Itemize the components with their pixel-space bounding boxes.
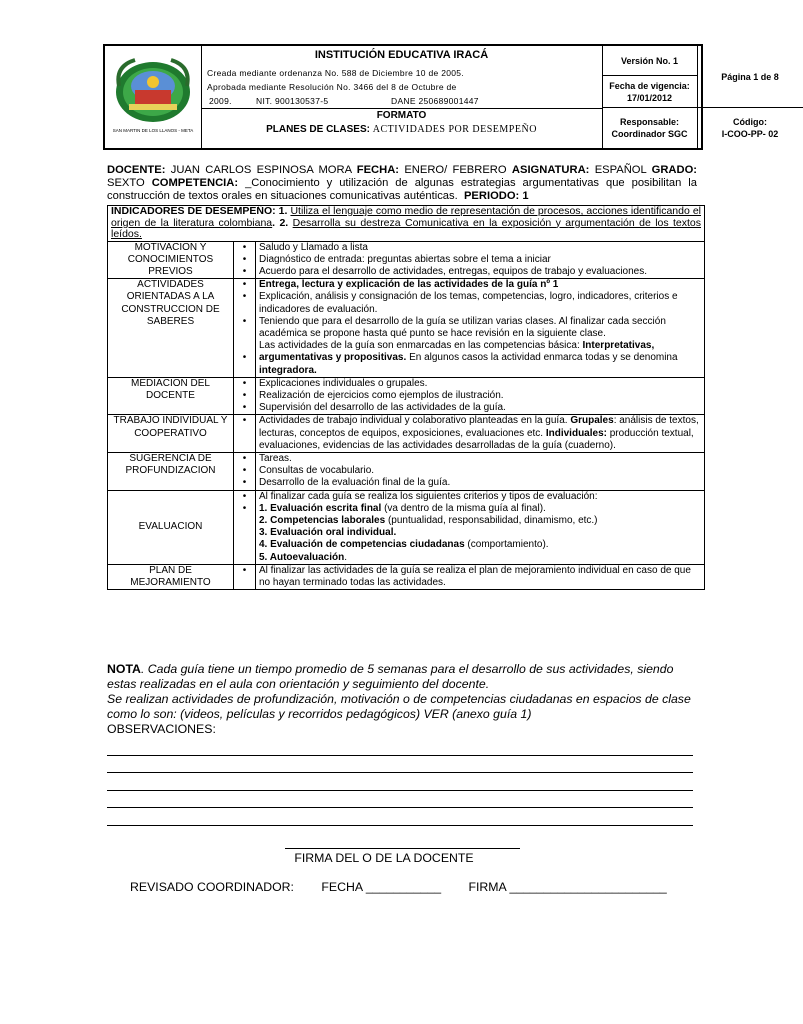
revisado-row [130, 880, 667, 894]
blank-line [107, 808, 693, 826]
item-bold: 4. Evaluación de competencias ciudadanas [259, 539, 465, 551]
indicador-2-number: . 2. [272, 216, 289, 229]
responsable-cell [602, 108, 697, 148]
row-content-mediacion [256, 377, 705, 415]
vigencia-date: 17/01/2012 [626, 92, 673, 103]
list-item [259, 503, 701, 515]
row-content-sugerencia [256, 452, 705, 490]
firma-docente: FIRMA DEL O DE LA DOCENTE [294, 851, 474, 865]
institution-seal-icon [105, 46, 201, 148]
table-row: PLAN DE MEJORAMIENTO • Al finalizar las actividades de la guía se realiza el plan de mejoramiento individual en caso de que no hayan terminado todas las actividades. [108, 564, 705, 589]
asignatura-value: ESPAÑOL [594, 164, 647, 176]
indicadores-row [108, 206, 705, 242]
table-row: ACTIVIDADES ORIENTADAS A LA CONSTRUCCION DE SABERES • • • • Entrega, lectura y explicación de las actividades de la guía nº 1 Explicación, análisis y consignación de los temas, competencias, logro, indicadores, criterios e indicadores de evaluación. Teniendo que para el desarrollo de la guía se utilizan varias clases. Al finalizar cada sección académica se propone hasta qué punto se hace revisión en la siguiente clase. Las actividades de la guía son enmarcadas en las competencias básica: Interpretativas, argumentativas y propositivas. En algunos casos la actividad enmarca todas y se denomina integradora. [108, 279, 705, 378]
row-label-plan: PLAN DE MEJORAMIENTO [108, 564, 234, 589]
resolution-line: Aprobada mediante Resolución No. 3466 del 8 de Octubre de [207, 82, 457, 92]
list-item: Tareas. [259, 452, 292, 464]
class-info [107, 164, 697, 203]
item-text: . [344, 551, 347, 563]
header-title-block [201, 46, 603, 148]
row-label-motivacion: MOTIVACION Y CONOCIMIENTOS PREVIOS [108, 241, 234, 279]
version-column [602, 46, 698, 148]
formato-label: FORMATO [376, 110, 427, 121]
creation-line: Creada mediante ordenanza No. 588 de Diciembre 10 de 2005. [207, 68, 464, 78]
periodo-label: PERIODO: 1 [463, 190, 529, 202]
signature-line [285, 848, 520, 849]
list-item [259, 539, 701, 551]
table-row: EVALUACION • • Al finalizar cada guía se realiza los siguientes criterios y tipos de evaluación: 1. Evaluación escrita final (va dentro de la misma guía al final). 2. Competencias laborales (puntualidad, responsabilidad, dinamismo, etc.) 3. Evaluación oral individual. 4. Evaluación de competencias ciudadanas (comportamiento). 5. Autoevaluación. [108, 490, 705, 564]
fecha-value: ENERO/ FEBRERO [404, 164, 507, 176]
item-bold: 2. Competencias laborales [259, 514, 386, 526]
nit-line: NIT. 900130537-5 [256, 96, 329, 106]
row-label-mediacion: MEDIACION DEL DOCENTE [108, 377, 234, 415]
list-item: Explicación, análisis y consignación de los temas, competencias, logro, indicadores, criterios e indicadores de evaluación. [259, 291, 678, 315]
blank-line [107, 791, 693, 809]
item-bold: integradora. [259, 364, 317, 376]
institution-name: INSTITUCIÓN EDUCATIVA IRACÁ [314, 49, 489, 61]
document-header [103, 44, 779, 150]
year-line: 2009. [209, 96, 232, 106]
list-item: Explicaciones individuales o grupales. [259, 377, 428, 389]
revisado-fecha: FECHA ___________ [321, 880, 442, 894]
row-label-sugerencia: SUGERENCIA DE PROFUNDIZACION [108, 452, 234, 490]
item-bold: Individuales: [545, 427, 607, 439]
list-item: 3. Evaluación oral individual. [259, 527, 397, 539]
list-item: Consultas de vocabulario. [259, 465, 375, 477]
codigo-value: I-COO-PP- 02 [721, 129, 779, 139]
observaciones-label: OBSERVACIONES: [107, 722, 216, 736]
list-item: Acuerdo para el desarrollo de actividades, entregas, equipos de trabajo y evaluaciones. [259, 265, 648, 277]
indicador-1-text: Utiliza el lenguaje como medio de representación de procesos, acciones identificando el origen de la literatura colombiana [111, 205, 701, 229]
list-item: Al finalizar las actividades de la guía se realiza el plan de mejoramiento individual en caso de que no hayan terminado todas las actividades. [259, 564, 691, 588]
competencia-text: _Conocimiento y utilización de algunas estrategias argumentativas que posibilitan la construcción de textos orales en situaciones comunicativas auténticas. [107, 177, 698, 202]
item-bold: Interpretativas, argumentativas y propositivas. [259, 340, 655, 364]
planes-subtitle: ACTIVIDADES POR DESEMPEÑO [372, 124, 537, 135]
blank-line [107, 738, 693, 756]
item-bold: Grupales [570, 415, 614, 427]
responsable-value: Coordinador SGC [611, 129, 688, 139]
item-text: Actividades de trabajo individual y colaborativo planteadas en la guía. [259, 415, 568, 427]
list-item: Al finalizar cada guía se realiza los siguientes criterios y tipos de evaluación: [259, 490, 598, 502]
list-item: Realización de ejercicios como ejemplos de ilustración. [259, 389, 504, 401]
list-item [259, 415, 701, 452]
docente-label: DOCENTE: [107, 164, 166, 176]
nota-paragraph [107, 662, 699, 692]
codigo-label: Código: [733, 117, 767, 127]
grado-value: SEXTO [107, 177, 145, 189]
page-number: Página 1 de 8 [697, 46, 803, 108]
row-label-evaluacion: EVALUACION [108, 490, 234, 564]
revisado-label: REVISADO COORDINADOR: [130, 880, 294, 894]
dane-line: DANE 250689001447 [391, 96, 479, 106]
planes-label: PLANES DE CLASES: [266, 124, 370, 135]
nota-text-2: Se realizan actividades de profundización, motivación o de competencias ciudadanas en espacios de clase como lo son: (videos, películas y recorridos pedagógicos) VER (anexo guía 1) [107, 692, 691, 721]
page-code-column [697, 46, 803, 148]
table-row: MEDIACION DEL DOCENTE • • • Explicaciones individuales o grupales. Realización de ejercicios como ejemplos de ilustración. Supervisión del desarrollo de las actividades de la guía. [108, 377, 705, 415]
item-bold: 1. Evaluación escrita final [259, 502, 382, 514]
item-text: : análisis de textos, lecturas, conceptos de equipos, exposiciones, evaluaciones etc. [259, 415, 699, 439]
item-bold: 5. Autoevaluación [259, 551, 345, 563]
table-row: MOTIVACION Y CONOCIMIENTOS PREVIOS • • • Saludo y Llamado a lista Diagnóstico de entrada: preguntas abiertas sobre el tema a iniciar Acuerdo para el desarrollo de actividades, entregas, equipos de trabajo y evaluaciones. [108, 241, 705, 279]
nota-text: . Cada guía tiene un tiempo promedio de 5 semanas para el desarrollo de sus actividades, siendo estas realizadas en el aula con orientación y seguimiento del docente. [107, 662, 674, 691]
lesson-plan-table [107, 205, 705, 590]
row-content-evaluacion [256, 490, 705, 564]
responsable-label: Responsable: [619, 117, 679, 127]
vigencia-label: Fecha de vigencia: [609, 80, 690, 91]
blank-line [107, 756, 693, 774]
nota-label: NOTA [107, 662, 141, 676]
row-content-motivacion [256, 241, 705, 279]
version-number: Versión No. 1 [602, 46, 697, 76]
planes-title [201, 124, 602, 135]
row-content-trabajo [256, 415, 705, 453]
row-label-trabajo: TRABAJO INDIVIDUAL Y COOPERATIVO [108, 415, 234, 453]
codigo-cell [697, 108, 803, 148]
list-item: Saludo y Llamado a lista [259, 241, 368, 253]
item-text: En algunos casos la actividad enmarca todas y se denomina [409, 352, 678, 364]
fecha-label: FECHA: [356, 164, 399, 176]
list-item: Supervisión del desarrollo de las actividades de la guía. [259, 402, 506, 414]
list-item: Entrega, lectura y explicación de las actividades de la guía nº 1 [259, 279, 559, 291]
item-text: (puntualidad, responsabilidad, dinamismo, etc.) [387, 514, 598, 526]
vigencia-cell [602, 76, 697, 108]
indicadores-cell [108, 206, 705, 242]
grado-label: GRADO: [651, 164, 697, 176]
asignatura-label: ASIGNATURA: [511, 164, 590, 176]
list-item [259, 515, 701, 527]
indicadores-label: INDICADORES DE DESEMPEÑO: [111, 205, 276, 217]
indicador-2-text: Desarrolla su destreza Comunicativa en la exposición y argumentación de los textos leídos. [111, 216, 702, 240]
blank-line [107, 773, 693, 791]
table-row: SUGERENCIA DE PROFUNDIZACION • • • Tareas. Consultas de vocabulario. Desarrollo de la evaluación final de la guía. [108, 452, 705, 490]
revisado-firma: FIRMA _______________________ [468, 880, 667, 894]
list-item [259, 340, 701, 377]
svg-text:SAN MARTIN DE LOS LLANOS - MET: SAN MARTIN DE LOS LLANOS - META [112, 128, 194, 133]
list-item: Desarrollo de la evaluación final de la guía. [259, 477, 451, 489]
row-content-plan [256, 564, 705, 589]
item-text: (va dentro de la misma guía al final). [384, 502, 546, 514]
list-item: Diagnóstico de entrada: preguntas abiertas sobre el tema a iniciar [259, 253, 551, 265]
observaciones-lines [107, 738, 693, 826]
list-item [259, 552, 701, 564]
institution-logo [105, 46, 202, 148]
nota-section [107, 662, 699, 737]
item-text: producción textual, evaluaciones, evidencias de las actividades desarrolladas de la guía (cuaderno). [259, 427, 694, 451]
indicador-1-number: 1. [278, 205, 288, 217]
row-content-actividades [256, 279, 705, 378]
table-row: TRABAJO INDIVIDUAL Y COOPERATIVO • Actividades de trabajo individual y colaborativo planteadas en la guía. Grupales: análisis de textos, lecturas, conceptos de equipos, exposiciones, evaluaciones etc. Individuales: producción textual, evaluaciones, evidencias de las actividades desarrolladas de la guía (cuaderno). [108, 415, 705, 453]
competencia-label: COMPETENCIA: [151, 177, 239, 189]
item-text: (comportamiento). [467, 539, 549, 551]
item-text: Las actividades de la guía son enmarcadas en las competencias básica: [259, 340, 580, 352]
docente-name: JUAN CARLOS ESPINOSA MORA [170, 164, 352, 176]
list-item: Teniendo que para el desarrollo de la guía se utilizan varias clases. Al finalizar cada sección académica se propone hasta qué punto se hace revisión en la siguiente clase. [259, 315, 666, 339]
row-label-actividades: ACTIVIDADES ORIENTADAS A LA CONSTRUCCION DE SABERES [108, 279, 234, 378]
